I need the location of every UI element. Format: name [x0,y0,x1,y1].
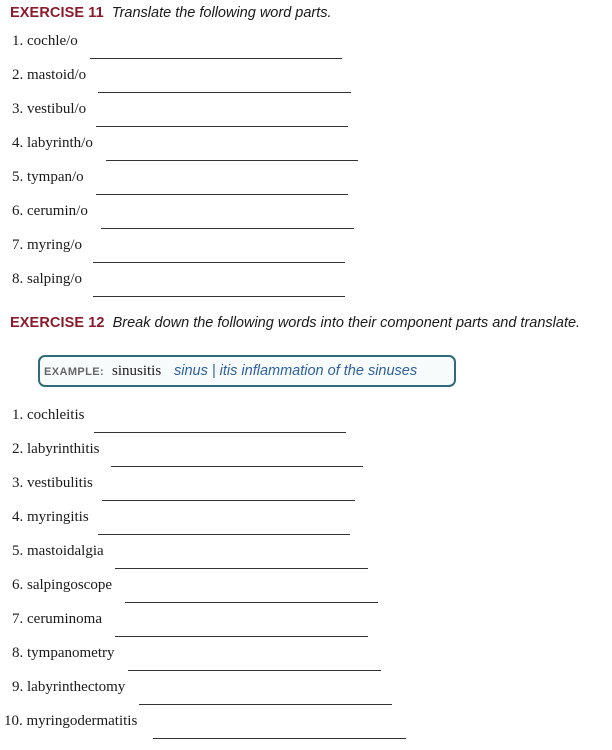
ex12-item-3: 3. vestibulitis [12,475,93,491]
ex12-answer-line-5[interactable] [115,568,368,569]
ex12-answer-line-8[interactable] [128,670,381,671]
ex12-item-10: 10. myringodermatitis [4,713,138,729]
ex11-item-3: 3. vestibul/o [12,101,87,117]
exercise-12-instruction: Break down the following words into their component parts and translate. [112,315,581,331]
ex12-item-4: 4. myringitis [12,509,89,525]
ex12-item-1: 1. cochleitis [12,407,85,423]
ex11-item-5: 5. tympan/o [12,169,84,185]
ex12-item-5: 5. mastoidalgia [12,543,104,559]
exercise-12-heading [10,314,580,332]
ex12-item-6: 6. salpingoscope [12,577,112,593]
ex11-item-8: 8. salping/o [12,271,82,287]
ex12-answer-line-3[interactable] [102,500,355,501]
exercise-11-heading [10,4,332,22]
exercise-11-instruction: Translate the following word parts. [111,5,332,21]
ex11-answer-line-2[interactable] [98,92,351,93]
example-answer: sinus | itis inflammation of the sinuses [174,363,418,379]
ex11-item-4: 4. labyrinth/o [12,135,93,151]
exercise-12-label: EXERCISE 12 [10,315,105,331]
ex12-answer-line-6[interactable] [125,602,378,603]
ex12-answer-line-10[interactable] [153,738,406,739]
ex12-item-9: 9. labyrinthectomy [12,679,126,695]
ex11-answer-line-4[interactable] [106,160,358,161]
ex11-item-2: 2. mastoid/o [12,67,87,83]
ex11-item-6: 6. cerumin/o [12,203,88,219]
ex11-answer-line-7[interactable] [93,262,345,263]
ex11-answer-line-6[interactable] [101,228,354,229]
ex11-answer-line-5[interactable] [96,194,348,195]
ex11-answer-line-8[interactable] [93,296,345,297]
ex12-answer-line-9[interactable] [139,704,392,705]
ex12-item-7: 7. ceruminoma [12,611,102,627]
ex12-answer-line-1[interactable] [94,432,346,433]
ex12-item-8: 8. tympanometry [12,645,115,661]
example-box [38,355,456,387]
ex12-item-2: 2. labyrinthitis [12,441,100,457]
ex11-answer-line-1[interactable] [90,58,342,59]
example-label: EXAMPLE: [44,366,105,378]
ex11-item-7: 7. myring/o [12,237,82,253]
example-word: sinusitis [112,363,162,379]
ex11-answer-line-3[interactable] [96,126,348,127]
ex12-answer-line-7[interactable] [115,636,368,637]
ex12-answer-line-4[interactable] [98,534,350,535]
ex11-item-1: 1. cochle/o [12,33,78,49]
ex12-answer-line-2[interactable] [111,466,363,467]
exercise-11-label: EXERCISE 11 [10,5,104,21]
